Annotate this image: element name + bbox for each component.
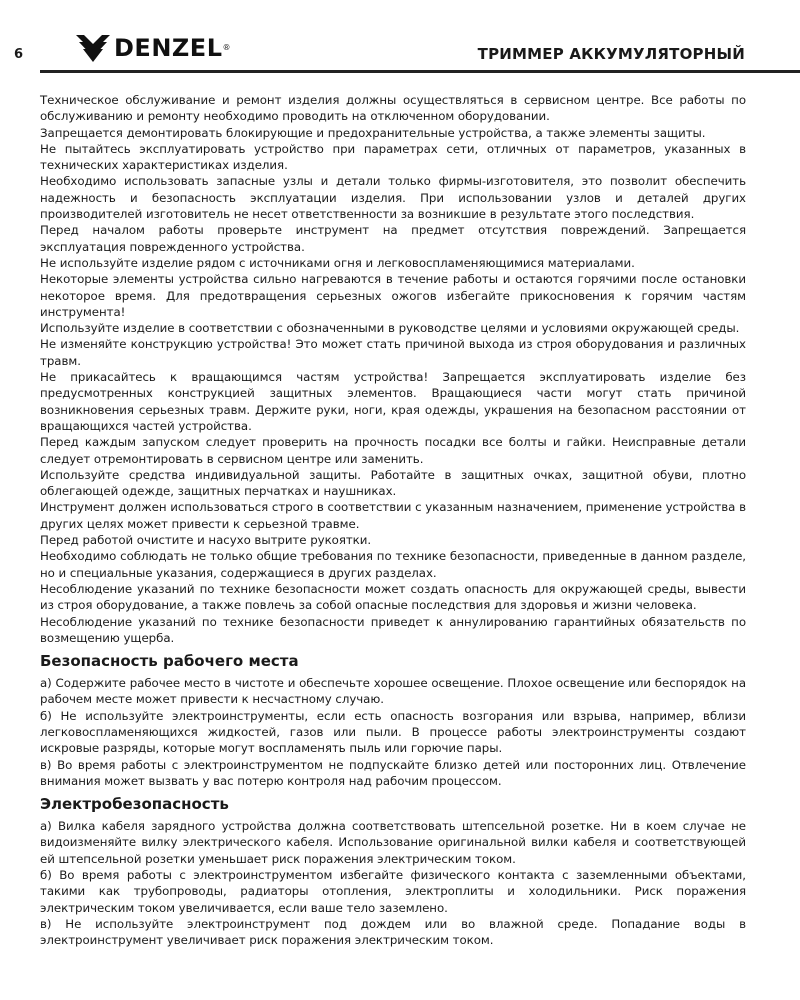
brand-name: DENZEL xyxy=(114,34,223,62)
paragraph: Перед каждым запуском следует проверить на прочность посадки все болты и гайки. Неисправные детали следует отремонтировать в сервисном центре или заменить. xyxy=(40,435,746,466)
paragraph: Не пытайтесь эксплуатировать устройство при параметрах сети, отличных от параметров, указанных в технических характеристиках изделия. xyxy=(40,141,746,173)
document-title: ТРИММЕР АККУМУЛЯТОРНЫЙ xyxy=(477,45,745,63)
paragraph: Несоблюдение указаний по технике безопасности приведет к аннулированию гарантийных обязательств по возмещению ущерба. xyxy=(40,614,746,645)
paragraph: а) Вилка кабеля зарядного устройства должна соответствовать штепсельной розетке. Ни в коем случае не видоизменяйте вилку электрического кабеля. Использование оригинальной вилки кабеля и соответствующей ей штепсельной розетки уменьшает риск поражения электрическим током. xyxy=(40,819,746,866)
paragraph: Перед началом работы проверьте инструмент на предмет отсутствия повреждений. Запрещается эксплуатация поврежденного устройства. xyxy=(40,223,746,254)
workplace-safety-heading: Безопасность рабочего места xyxy=(40,652,299,671)
general-safety-block xyxy=(40,92,746,646)
registered-mark: ® xyxy=(222,43,231,52)
paragraph: Несоблюдение указаний по технике безопасности может создать опасность для окружающей среды, вывести из строя оборудование, а также повлечь за собой опасные последствия для здоровья и жизни человека. xyxy=(40,581,746,613)
paragraph: б) Не используйте электроинструменты, если есть опасность возгорания или взрыва, например, вблизи легковоспламеняющихся жидкостей, газов или пыли. В процессе работы электроинструменты создают искровые разряды, которые могут воспламенять пыль или горючие пары. xyxy=(40,708,746,756)
paragraph: Перед работой очистите и насухо вытрите рукоятки. xyxy=(40,533,372,548)
paragraph: Необходимо соблюдать не только общие требования по технике безопасности, приведенные в данном разделе, но и специальные указания, содержащиеся в других разделах. xyxy=(40,549,746,580)
paragraph: Не используйте изделие рядом с источниками огня и легковоспламеняющимися материалами. xyxy=(40,255,635,270)
paragraph: Используйте изделие в соответствии с обозначенными в руководстве целями и условиями окружающей среды. xyxy=(40,321,740,336)
paragraph: в) Во время работы с электроинструментом не подпускайте близко детей или посторонних лиц. Отвлечение внимания может вызвать у вас потерю контроля над рабочим процессом. xyxy=(40,757,746,788)
brand-logo xyxy=(76,33,231,63)
paragraph: Инструмент должен использоваться строго в соответствии с указанным назначением, применение устройства в других целях может привести к серьезной травме. xyxy=(40,500,746,531)
page-number: 6 xyxy=(14,47,24,62)
header-divider xyxy=(40,70,800,73)
paragraph: Необходимо использовать запасные узлы и детали только фирмы-изготовителя, это позволит обеспечить надежность и безопасность эксплуатации изделия. При использовании узлов и деталей других производителей изготовитель не несет ответственности за возникшие в результате этого последствия. xyxy=(40,174,746,222)
paragraph: Запрещается демонтировать блокирующие и предохранительные устройства, а также элементы защиты. xyxy=(40,125,706,140)
paragraph: Некоторые элементы устройства сильно нагреваются в течение работы и остаются горячими после остановки некоторое время. Для предотвращения серьезных ожогов избегайте прикосновения к горячим частям инструмента! xyxy=(40,272,746,319)
workplace-safety-block xyxy=(40,675,746,789)
page-content xyxy=(40,92,746,949)
paragraph: в) Не используйте электроинструмент под дождем или во влажной среде. Попадание воды в электроинструмент увеличивает риск поражения электрическим током. xyxy=(40,916,746,948)
paragraph: Техническое обслуживание и ремонт изделия должны осуществляться в сервисном центре. Все работы по обслуживанию и ремонту необходимо проводить на отключенном оборудовании. xyxy=(40,93,746,124)
paragraph: Не прикасайтесь к вращающимся частям устройства! Запрещается эксплуатировать изделие без предусмотренных конструкцией защитных элементов. Вращающиеся части могут стать причиной возникновения серьезных травм. Держите руки, ноги, края одежды, украшения на безопасном расстоянии от вращающихся частей устройства. xyxy=(40,370,746,433)
paragraph: б) Во время работы с электроинструментом избегайте физического контакта с заземленными объектами, такими как трубопроводы, радиаторы отопления, электроплиты и холодильники. Риск поражения электрическим током увеличивается, если ваше тело заземлено. xyxy=(40,868,746,915)
paragraph: Используйте средства индивидуальной защиты. Работайте в защитных очках, защитной обуви, плотно облегающей одежде, защитных перчатках и наушниках. xyxy=(40,467,746,499)
electrical-safety-block xyxy=(40,818,746,948)
electrical-safety-heading: Электробезопасность xyxy=(40,795,229,814)
paragraph: а) Содержите рабочее место в чистоте и обеспечьте хорошее освещение. Плохое освещение или беспорядок на рабочем месте может привести к несчастному случаю. xyxy=(40,676,746,707)
denzel-wolf-logo-icon xyxy=(76,33,110,63)
paragraph: Не изменяйте конструкцию устройства! Это может стать причиной выхода из строя оборудования и различных травм. xyxy=(40,337,746,368)
